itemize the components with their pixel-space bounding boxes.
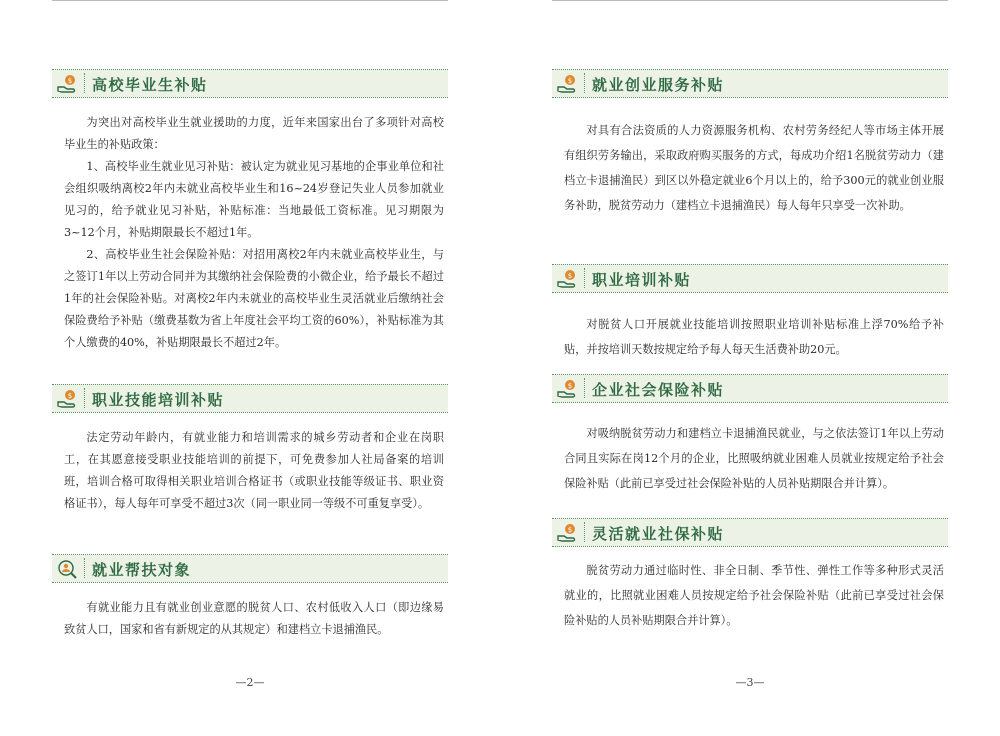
hand-coin-icon: [556, 268, 578, 290]
svg-text:$: $: [67, 77, 73, 85]
hand-coin-icon: [556, 522, 578, 544]
section-body-assistance-targets: [64, 597, 444, 641]
section-body-graduate-subsidy: [64, 112, 444, 354]
page-left: [52, 0, 448, 736]
top-rule: [552, 0, 948, 1]
section-header-assistance-targets: [52, 554, 448, 583]
svg-text:$: $: [567, 272, 573, 280]
paragraph: 对脱贫人口开展就业技能培训按照职业培训补贴标准上浮70%给予补贴，并按培训天数按规定给予每人每天生活费补助20元。: [564, 318, 944, 356]
section-body-skills-training-subsidy: [64, 427, 444, 515]
hand-coin-icon: [556, 378, 578, 400]
paragraph: 2、高校毕业生社会保险补贴：对招用离校2年内未就业高校毕业生，与之签订1年以上劳动合同并为其缴纳社会保险费的小微企业，给予最长不超过1年的社会保险补贴。对离校2年内未就业的高校毕业生灵活就业后缴纳社会保险费给予补贴（缴费基数为省上年度社会平均工资的60%），补贴标准为其个人缴费的40%，补贴期限最长不超过2年。: [64, 248, 444, 349]
paragraph: 有就业能力且有就业创业意愿的脱贫人口、农村低收入人口（即边缘易致贫人口，国家和省有新规定的从其规定）和建档立卡退捕渔民。: [64, 601, 444, 636]
section-header-enterprise-insurance-subsidy: [552, 374, 948, 403]
paragraph: 对吸纳脱贫劳动力和建档立卡退捕渔民就业，与之依法签订1年以上劳动合同且实际在岗12个月的企业，比照吸纳就业困难人员就业按规定给予社会保险补贴（此前已享受过社会保险补贴的人员补贴期限合并计算）。: [564, 427, 944, 490]
paragraph: 对具有合法资质的人力资源服务机构、农村劳务经纪人等市场主体开展有组织劳务输出，采取政府购买服务的方式，每成功介绍1名脱贫劳动力（建档立卡退捕渔民）到区以外稳定就业6个月以上的，给予300元的就业创业服务补助，脱贫劳动力（建档立卡退捕渔民）每人每年只享受一次补助。: [564, 124, 944, 212]
page-number: —2—: [235, 676, 265, 689]
section-body-employment-service-subsidy: [564, 118, 944, 218]
person-search-icon: [56, 558, 78, 580]
top-rule: [52, 0, 448, 1]
paragraph: 法定劳动年龄内，有就业能力和培训需求的城乡劳动者和企业在岗职工，在其愿意接受职业技能培训的前提下，可免费参加人社局备案的培训班，培训合格可取得相关职业培训合格证书（或职业技能等级证书、职业资格证书），每人每年可享受不超过3次（同一职业同一等级不可重复享受）。: [64, 431, 444, 510]
section-header-vocational-training-subsidy: [552, 264, 948, 293]
page-right: [552, 0, 948, 736]
section-title: 就业创业服务补贴: [592, 76, 725, 94]
svg-text:$: $: [67, 392, 73, 400]
section-title: 就业帮扶对象: [92, 561, 192, 579]
paragraph: 为突出对高校毕业生就业援助的力度，近年来国家出台了多项针对高校毕业生的补贴政策：: [64, 116, 444, 151]
section-title: 灵活就业社保补贴: [592, 525, 725, 543]
section-header-skills-training-subsidy: [52, 384, 448, 413]
hand-coin-icon: [56, 388, 78, 410]
section-body-flexible-employment-subsidy: [564, 558, 944, 633]
hand-coin-icon: [56, 73, 78, 95]
section-header-graduate-subsidy: [52, 69, 448, 98]
svg-text:$: $: [567, 77, 573, 85]
section-title: 职业培训补贴: [592, 271, 692, 289]
section-title: 高校毕业生补贴: [92, 76, 208, 94]
page-number: —3—: [735, 676, 765, 689]
svg-text:$: $: [567, 526, 573, 534]
hand-coin-icon: [556, 73, 578, 95]
section-header-employment-service-subsidy: [552, 69, 948, 98]
section-body-vocational-training-subsidy: [564, 312, 944, 362]
section-body-enterprise-insurance-subsidy: [564, 421, 944, 496]
section-title: 企业社会保险补贴: [592, 381, 725, 399]
svg-text:$: $: [567, 382, 573, 390]
section-title: 职业技能培训补贴: [92, 391, 225, 409]
paragraph: 1、高校毕业生就业见习补贴：被认定为就业见习基地的企事业单位和社会组织吸纳离校2年内未就业高校毕业生和16~24岁登记失业人员参加就业见习的，给予就业见习补贴，补贴标准：当地最低工资标准。见习期限为3~12个月，补贴期限最长不超过1年。: [64, 160, 444, 239]
paragraph: 脱贫劳动力通过临时性、非全日制、季节性、弹性工作等多种形式灵活就业的，比照就业困难人员按规定给予社会保险补贴（此前已享受过社会保险补贴的人员补贴期限合并计算）。: [564, 564, 944, 627]
section-header-flexible-employment-subsidy: [552, 518, 948, 547]
